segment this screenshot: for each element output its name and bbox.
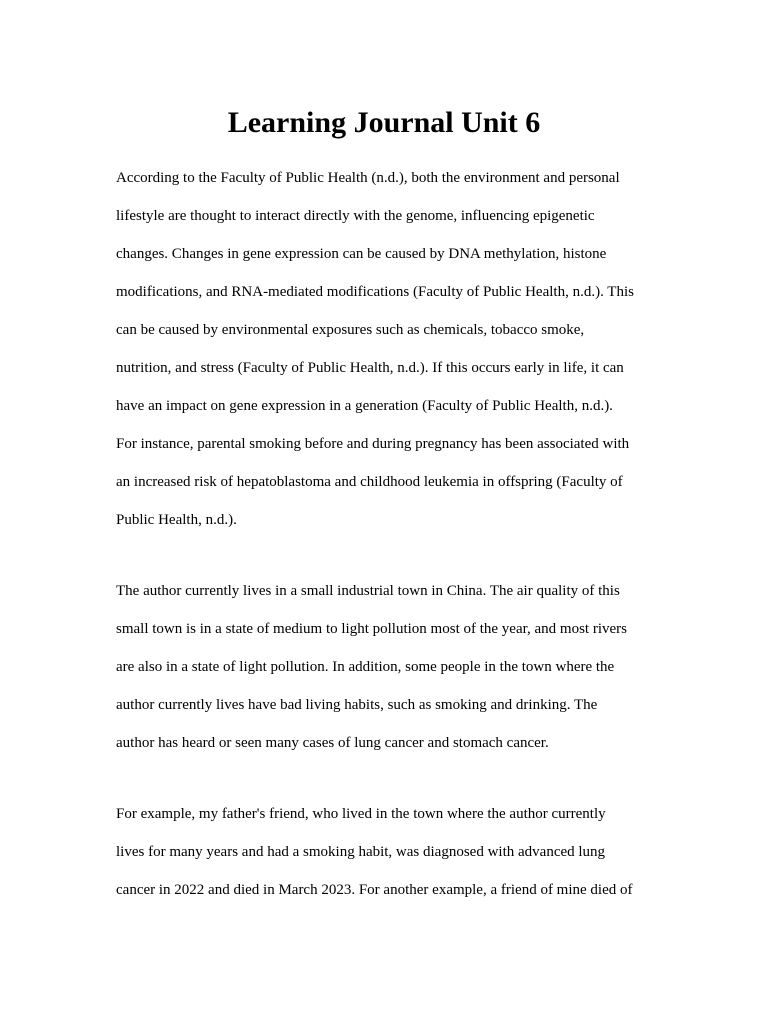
paragraph-line: are also in a state of light pollution. In addition, some people in the town where the (116, 659, 615, 675)
paragraph-line: The author currently lives in a small industrial town in China. The air quality of this (116, 583, 620, 599)
paragraph-line: According to the Faculty of Public Health (n.d.), both the environment and personal (116, 170, 620, 186)
paragraph-line: can be caused by environmental exposures such as chemicals, tobacco smoke, (116, 322, 585, 338)
paragraph-line: modifications, and RNA-mediated modifications (Faculty of Public Health, n.d.). This (116, 284, 634, 300)
paragraph-line: author has heard or seen many cases of lung cancer and stomach cancer. (116, 735, 549, 751)
paragraph-line: For example, my father's friend, who lived in the town where the author currently (116, 806, 606, 822)
paragraph-line: For instance, parental smoking before and during pregnancy has been associated with (116, 436, 630, 452)
paragraph-line: lifestyle are thought to interact directly with the genome, influencing epigenetic (116, 208, 595, 224)
paragraph-line: nutrition, and stress (Faculty of Public Health, n.d.). If this occurs early in life, it can (116, 360, 624, 376)
paragraph-line: Public Health, n.d.). (116, 512, 237, 528)
paragraph-3 (116, 805, 676, 919)
paragraph-2 (116, 582, 676, 772)
paragraph-line: changes. Changes in gene expression can be caused by DNA methylation, histone (116, 246, 607, 262)
paragraph-1 (116, 169, 676, 549)
paragraph-line: lives for many years and had a smoking habit, was diagnosed with advanced lung (116, 844, 606, 860)
paragraph-line: an increased risk of hepatoblastoma and childhood leukemia in offspring (Faculty of (116, 474, 623, 490)
paragraph-line: have an impact on gene expression in a generation (Faculty of Public Health, n.d.). (116, 398, 613, 414)
paragraph-line: small town is in a state of medium to light pollution most of the year, and most rivers (116, 621, 627, 637)
paragraph-line: cancer in 2022 and died in March 2023. For another example, a friend of mine died of (116, 882, 633, 898)
paragraph-line: author currently lives have bad living habits, such as smoking and drinking. The (116, 697, 598, 713)
document-title: Learning Journal Unit 6 (227, 106, 541, 139)
